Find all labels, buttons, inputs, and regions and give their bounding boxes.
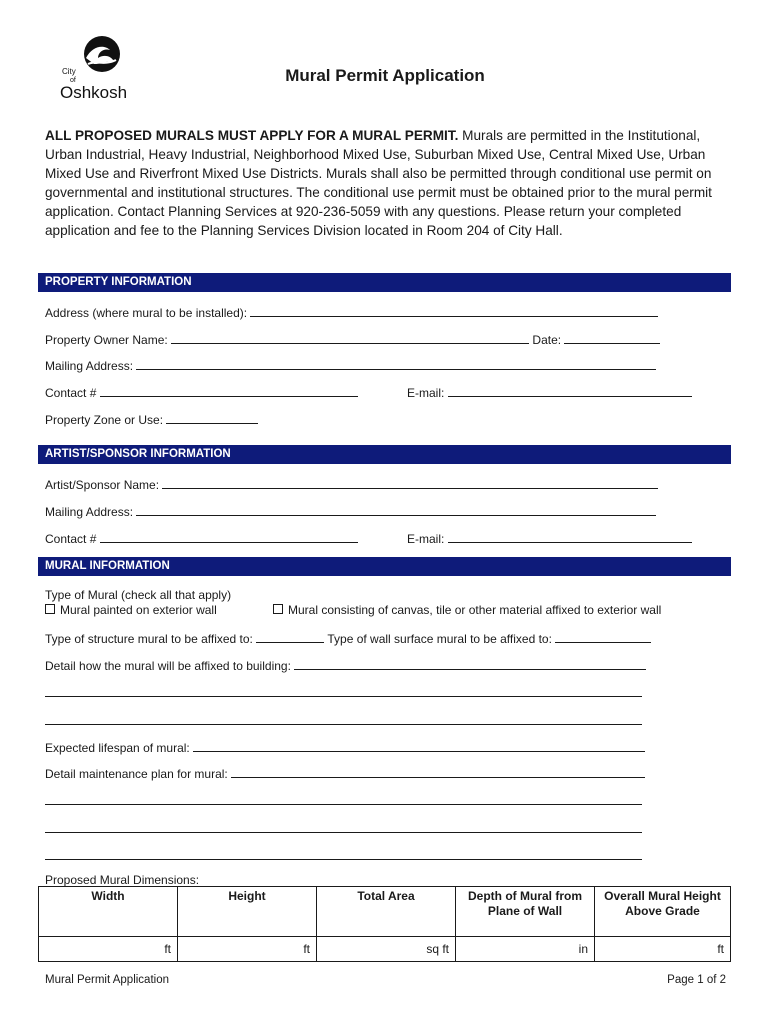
dim-width-cell[interactable]: ft — [39, 937, 178, 962]
intro-text: Murals are permitted in the Institutional, Urban Industrial, Heavy Industrial, Neighborhood Mixed Use, Suburban Mixed Use, Central Mixed Use, Urban Mixed Use and Riverfront Mixed Use Districts. Murals shall also be permitted through conditional use permit on governmental and institutional structures. The conditional use permit must be obtained prior to the mural permit application. Contact Planning Services at 920-236-5059 with any questions. Please return your completed application and fee to the Planning Services Division located in Room 204 of City Hall. — [45, 128, 712, 238]
property-mailing-label: Mailing Address: — [45, 359, 134, 373]
maintenance-row — [45, 766, 645, 781]
property-mailing-field[interactable] — [136, 358, 656, 370]
wall-surface-field[interactable] — [555, 631, 651, 643]
intro-bold: ALL PROPOSED MURALS MUST APPLY FOR A MURAL PERMIT. — [45, 128, 459, 143]
structure-label: Type of structure mural to be affixed to: — [45, 632, 253, 646]
property-email-field[interactable] — [448, 385, 692, 397]
dim-header-width: Width — [39, 887, 178, 937]
maintenance-line-3[interactable] — [45, 832, 642, 833]
maintenance-field[interactable] — [231, 766, 645, 778]
artist-section-header: ARTIST/SPONSOR INFORMATION — [38, 445, 731, 464]
dimensions-input-row — [39, 937, 731, 962]
dimensions-table — [38, 886, 731, 962]
mural-section-header: MURAL INFORMATION — [38, 557, 731, 576]
detail-affixed-line-3[interactable] — [45, 724, 642, 725]
artist-email-row — [407, 531, 692, 546]
property-address-row — [45, 305, 658, 320]
mural-canvas-checkbox[interactable] — [273, 604, 283, 614]
property-date-label: Date: — [532, 333, 562, 347]
dim-depth-cell[interactable]: in — [456, 937, 595, 962]
maintenance-label: Detail maintenance plan for mural: — [45, 767, 228, 781]
lifespan-label: Expected lifespan of mural: — [45, 741, 190, 755]
detail-affixed-line-2[interactable] — [45, 696, 642, 697]
detail-affixed-field[interactable] — [294, 658, 646, 670]
artist-contact-row — [45, 531, 358, 546]
property-address-field[interactable] — [250, 305, 658, 317]
detail-affixed-label: Detail how the mural will be affixed to building: — [45, 659, 291, 673]
intro-paragraph — [45, 126, 730, 240]
mural-type-label: Type of Mural (check all that apply) — [45, 588, 232, 602]
structure-field[interactable] — [256, 631, 324, 643]
property-owner-row — [45, 332, 660, 347]
dim-overall-cell[interactable]: ft — [595, 937, 731, 962]
property-contact-field[interactable] — [100, 385, 358, 397]
dim-header-area: Total Area — [317, 887, 456, 937]
logo-of-text: of — [70, 77, 76, 84]
property-contact-row — [45, 385, 358, 400]
detail-affixed-row — [45, 658, 646, 673]
property-section-header: PROPERTY INFORMATION — [38, 273, 731, 292]
property-email-row — [407, 385, 692, 400]
maintenance-line-2[interactable] — [45, 804, 642, 805]
property-date-field[interactable] — [564, 332, 660, 344]
artist-mailing-row — [45, 504, 656, 519]
artist-contact-field[interactable] — [100, 531, 358, 543]
artist-mailing-label: Mailing Address: — [45, 505, 134, 519]
wall-surface-label: Type of wall surface mural to be affixed to: — [327, 632, 552, 646]
artist-name-label: Artist/Sponsor Name: — [45, 478, 160, 492]
property-zone-row — [45, 412, 258, 427]
artist-email-field[interactable] — [448, 531, 692, 543]
property-zone-label: Property Zone or Use: — [45, 413, 164, 427]
mural-canvas-label: Mural consisting of canvas, tile or other material affixed to exterior wall — [288, 603, 662, 617]
footer-title: Mural Permit Application — [45, 974, 169, 986]
footer-page-number: Page 1 of 2 — [667, 974, 726, 986]
property-email-label: E-mail: — [407, 386, 445, 400]
dim-header-height: Height — [178, 887, 317, 937]
logo-city-text: City — [62, 67, 76, 76]
lifespan-field[interactable] — [193, 740, 645, 752]
mural-painted-option[interactable] — [45, 603, 217, 617]
mural-painted-label: Mural painted on exterior wall — [60, 603, 217, 617]
dim-height-cell[interactable]: ft — [178, 937, 317, 962]
property-contact-label: Contact # — [45, 386, 97, 400]
property-address-label: Address (where mural to be installed): — [45, 306, 248, 320]
page-title: Mural Permit Application — [285, 66, 485, 85]
property-owner-field[interactable] — [171, 332, 529, 344]
artist-email-label: E-mail: — [407, 532, 445, 546]
property-zone-field[interactable] — [166, 412, 258, 424]
property-owner-label: Property Owner Name: — [45, 333, 168, 347]
structure-row — [45, 631, 651, 646]
property-mailing-row — [45, 358, 656, 373]
dim-header-depth: Depth of Mural from Plane of Wall — [456, 887, 595, 937]
mural-canvas-option[interactable] — [273, 603, 661, 617]
artist-name-row — [45, 477, 658, 492]
dim-header-overall: Overall Mural Height Above Grade — [595, 887, 731, 937]
artist-name-field[interactable] — [162, 477, 658, 489]
logo-name-text: Oshkosh — [60, 83, 128, 102]
dimensions-header-row — [39, 887, 731, 937]
mural-painted-checkbox[interactable] — [45, 604, 55, 614]
artist-contact-label: Contact # — [45, 532, 97, 546]
lifespan-row — [45, 740, 645, 755]
artist-mailing-field[interactable] — [136, 504, 656, 516]
maintenance-line-4[interactable] — [45, 859, 642, 860]
dimensions-label: Proposed Mural Dimensions: — [45, 873, 200, 887]
dim-area-cell[interactable]: sq ft — [317, 937, 456, 962]
